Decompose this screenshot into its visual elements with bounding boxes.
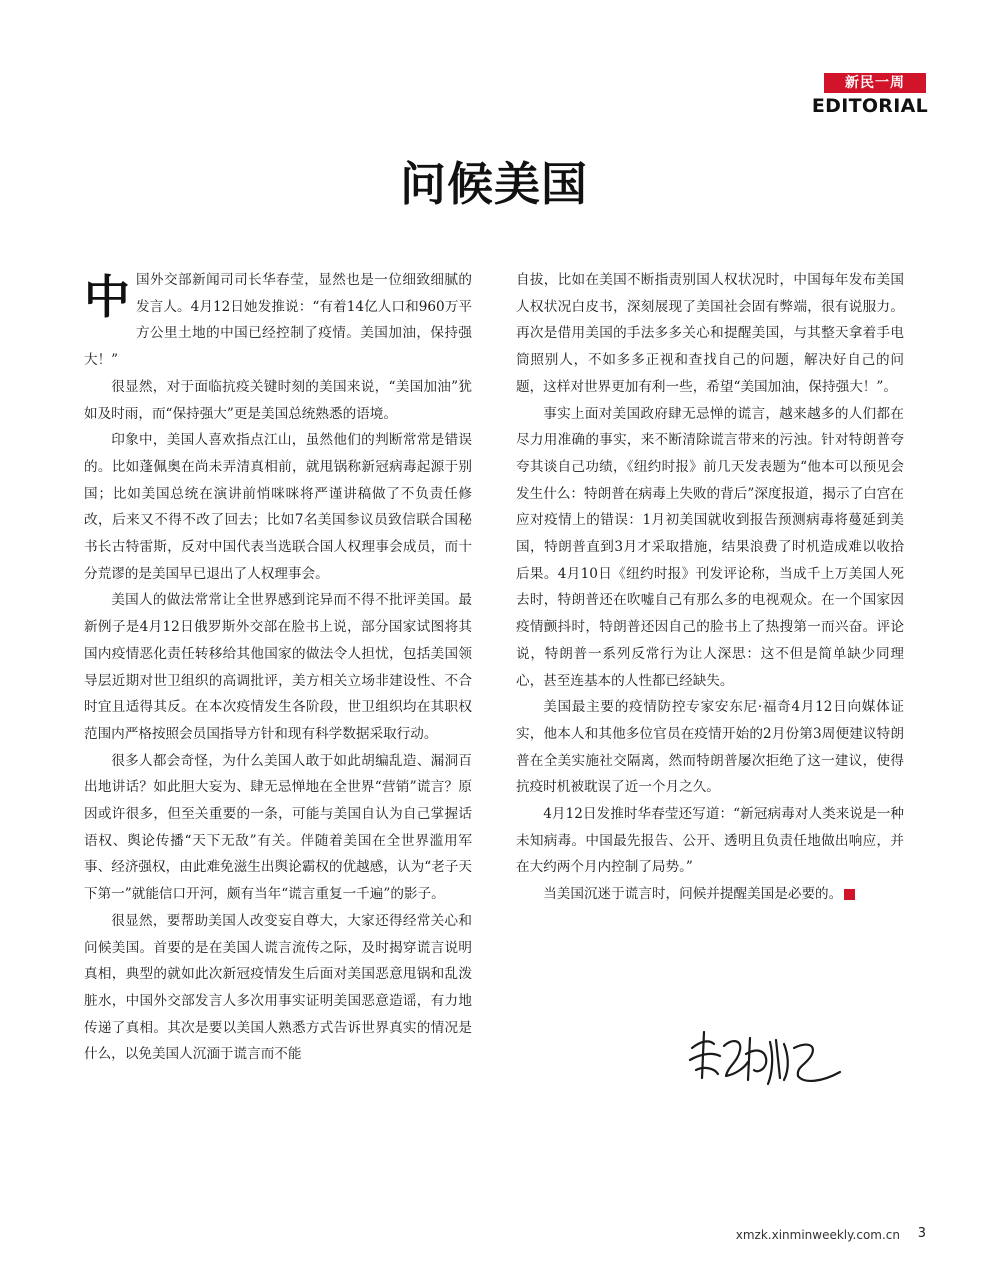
page-number: 3: [917, 1226, 926, 1241]
paragraph: 印象中，美国人喜欢指点江山，虽然他们的判断常常是错误的。比如蓬佩奥在尚未弄清真相前，就甩锅称新冠病毒起源于别国；比如美国总统在演讲前悄咪咪将严谨讲稿做了不负责任修改，后来又不得不改了回去；比如7名美国参议员致信联合国秘书长古特雷斯，反对中国代表当选联合国人权理事会成员，而十分荒谬的是美国早已退出了人权理事会。: [84, 432, 472, 582]
section-label: EDITORIAL: [811, 95, 928, 117]
paragraph: 美国人的做法常常让全世界感到诧异而不得不批评美国。最新例子是4月12日俄罗斯外交部在脸书上说，部分国家试图将其国内疫情恶化责任转移给其他国家的做法令人担忧，包括美国领导层近期对世卫组织的高调批评，美方相关立场非建设性、不合时宜且适得其反。在本次疫情发生各阶段，世卫组织均在其职权范围内严格按照会员国指导方针和现有科学数据采取行动。: [84, 592, 472, 742]
paragraph: [84, 267, 472, 374]
end-mark-icon: 民: [844, 889, 855, 900]
article-title: 问候美国: [400, 157, 588, 211]
drop-cap: 中: [84, 270, 130, 324]
article-column-left: [84, 267, 472, 1068]
magazine-badge: 新民一周: [824, 73, 926, 93]
paragraph: 很多人都会奇怪，为什么美国人敢于如此胡编乱造、漏洞百出地讲话？如此胆大妄为、肆无忌惮地在全世界“营销”谎言？原因或许很多，但至关重要的一条，可能与美国自认为自己掌握话语权、舆论传播“天下无敌”有关。伴随着美国在全世界滥用军事、经济强权，由此难免滋生出舆论霸权的优越感，认为“老子天下第一”就能信口开河，颇有当年“谎言重复一千遍”的影子。: [84, 752, 472, 903]
author-signature: [684, 1018, 854, 1098]
paragraph-text: 国外交部新闻司司长华春莹，显然也是一位细致细腻的发言人。4月12日她发推说：“有着14亿人口和960万平方公里土地的中国已经控制了疫情。美国加油，保持强大！”: [84, 272, 472, 369]
article-column-right: [516, 267, 904, 908]
paragraph: 很显然，对于面临抗疫关键时刻的美国来说，“美国加油”犹如及时雨，而“保持强大”更是美国总统熟悉的语境。: [84, 378, 472, 422]
closing-text: 当美国沉迷于谎言时，问候并提醒美国是必要的。: [543, 886, 843, 903]
paragraph: 美国最主要的疫情防控专家安东尼·福奇4月12日向媒体证实，他本人和其他多位官员在疫情开始的2月份第3周便建议特朗普在全美实施社交隔离，然而特朗普屡次拒绝了这一建议，使得抗疫时机被耽误了近一个月之久。: [516, 699, 904, 796]
paragraph: 事实上面对美国政府肆无忌惮的谎言，越来越多的人们都在尽力用准确的事实，来不断清除谎言带来的污浊。针对特朗普夸夸其谈自己功绩，《纽约时报》前几天发表题为“他本可以预见会发生什么：特朗普在病毒上失败的背后”深度报道，揭示了白宫在应对疫情上的错误：1月初美国就收到报告预测病毒将蔓延到美国，特朗普直到3月才采取措施，结果浪费了时机造成难以收拾后果。4月10日《纽约时报》刊发评论称，当成千上万美国人死去时，特朗普还在吹嘘自己有那么多的电视观众。在一个国家因疫情颤抖时，特朗普还因自己的脸书上了热搜第一而兴奋。评论说，特朗普一系列反常行为让人深思：这不但是简单缺少同理心，甚至连基本的人性都已经缺失。: [516, 405, 904, 689]
paragraph: 自拔，比如在美国不断指责别国人权状况时，中国每年发布美国人权状况白皮书，深刻展现了美国社会固有弊端，很有说服力。再次是借用美国的手法多多关心和提醒美国，与其整天拿着手电筒照别人，不如多多正视和查找自己的问题，解决好自己的问题，这样对世界更加有利一些，希望“美国加油，保持强大！”。: [516, 272, 904, 395]
paragraph: [516, 881, 904, 908]
paragraph: 4月12日发推时华春莹还写道：“新冠病毒对人类来说是一种未知病毒。中国最先报告、公开、透明且负责任地做出响应，并在大约两个月内控制了局势。”: [516, 806, 904, 876]
footer-url: xmzk.xinminweekly.com.cn: [735, 1228, 900, 1242]
paragraph: 很显然，要帮助美国人改变妄自尊大，大家还得经常关心和问候美国。首要的是在美国人谎言流传之际，及时揭穿谎言说明真相，典型的就如此次新冠疫情发生后面对美国恶意甩锅和乱泼脏水，中国外交部发言人多次用事实证明美国恶意造谣，有力地传递了真相。其次是要以美国人熟悉方式告诉世界真实的情况是什么，以免美国人沉湎于谎言而不能: [84, 912, 472, 1063]
